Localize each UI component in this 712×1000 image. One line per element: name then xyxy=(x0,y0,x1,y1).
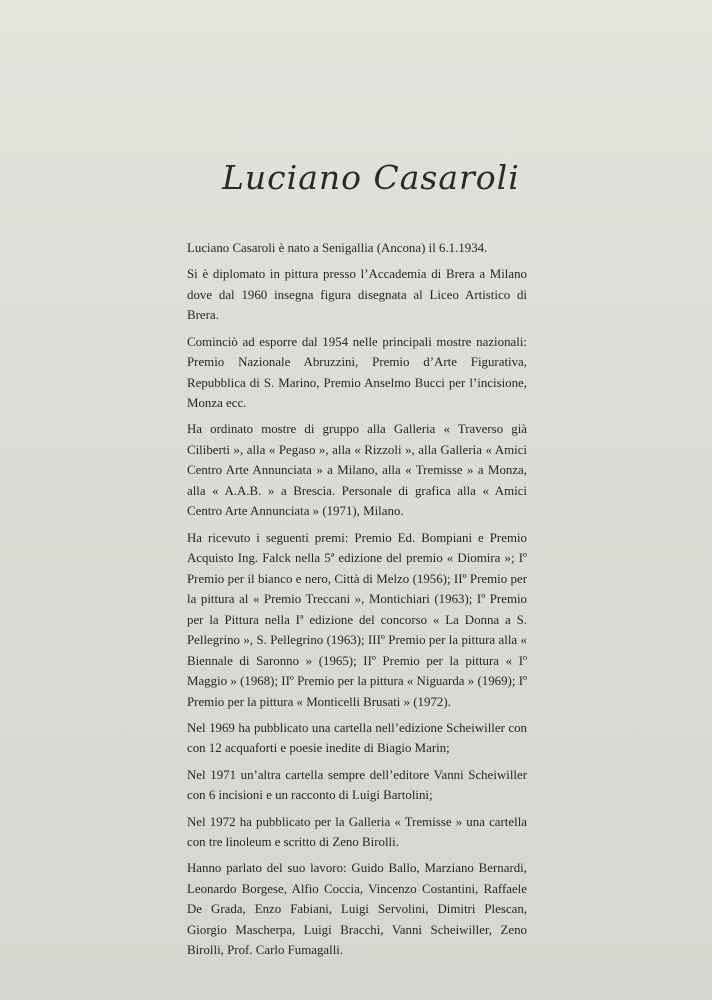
paragraph-exhibitions-start: Cominciò ad esporre dal 1954 nelle principali mostre nazionali: Premio Nazionale Abruzzini, Premio d’Arte Figurativa, Repubblica di S. Marino, Premio Anselmo Bucci per l’incisione, Monza ecc. xyxy=(187,334,527,411)
paragraph-birth: Luciano Casaroli è nato a Senigallia (Ancona) il 6.1.1934. xyxy=(187,241,488,255)
paragraph-group-shows: Ha ordinato mostre di gruppo alla Galleria « Traverso già Ciliberti », alla « Pegaso », alla « Rizzoli », alla Galleria « Amici Centro Arte Annunciata » a Milano, alla « Tremisse » a Monza, alla « A.A.B. » a Brescia. Personale di grafica alla « Amici Centro Arte Annunciata » (1971), Milano. xyxy=(187,422,527,519)
paragraph-critics: Hanno parlato del suo lavoro: Guido Ballo, Marziano Bernardi, Leonardo Borgese, Alfio Coccia, Vincenzo Costantini, Raffaele De Grada, Enzo Fabiani, Luigi Servolini, Dimitri Plescan, Giorgio Mascherpa, Luigi Bracchi, Vanni Scheiwiller, Zeno Birolli, Prof. Carlo Fumagalli. xyxy=(187,861,527,958)
paragraph-1971-portfolio: Nel 1971 un’altra cartella sempre dell’editore Vanni Scheiwiller con 6 incisioni e un racconto di Luigi Bartolini; xyxy=(187,767,527,803)
paragraph-1972-portfolio: Nel 1972 ha pubblicato per la Galleria « Tremisse » una cartella con tre linoleum e scritto di Zeno Birolli. xyxy=(187,814,527,850)
paragraph-1969-portfolio: Nel 1969 ha pubblicato una cartella nell’edizione Scheiwiller con con 12 acquaforti e poesie inedite di Biagio Marin; xyxy=(187,720,527,756)
paragraph-education: Si è diplomato in pittura presso l’Accademia di Brera a Milano dove dal 1960 insegna figura disegnata al Liceo Artistico di Brera. xyxy=(187,267,527,323)
paragraph-awards: Ha ricevuto i seguenti premi: Premio Ed. Bompiani e Premio Acquisto Ing. Falck nella 5ª edizione del premio « Diomira »; Iº Premio per il bianco e nero, Città di Melzo (1956); IIº Premio per la pittura al « Premio Treccani », Montichiari (1963); Iº Premio per la Pittura nella Iª edizione del concorso « La Donna a S. Pellegrino », S. Pellegrino (1963); IIIº Premio per la pittura alla « Biennale di Saronno » (1965); IIº Premio per la pittura « Iº Maggio » (1968); IIº Premio per la pittura « Niguarda » (1969); Iº Premio per la pittura « Monticelli Brusati » (1972). xyxy=(187,530,527,709)
biography-text xyxy=(187,238,527,967)
page-title: Luciano Casaroli xyxy=(222,158,520,197)
